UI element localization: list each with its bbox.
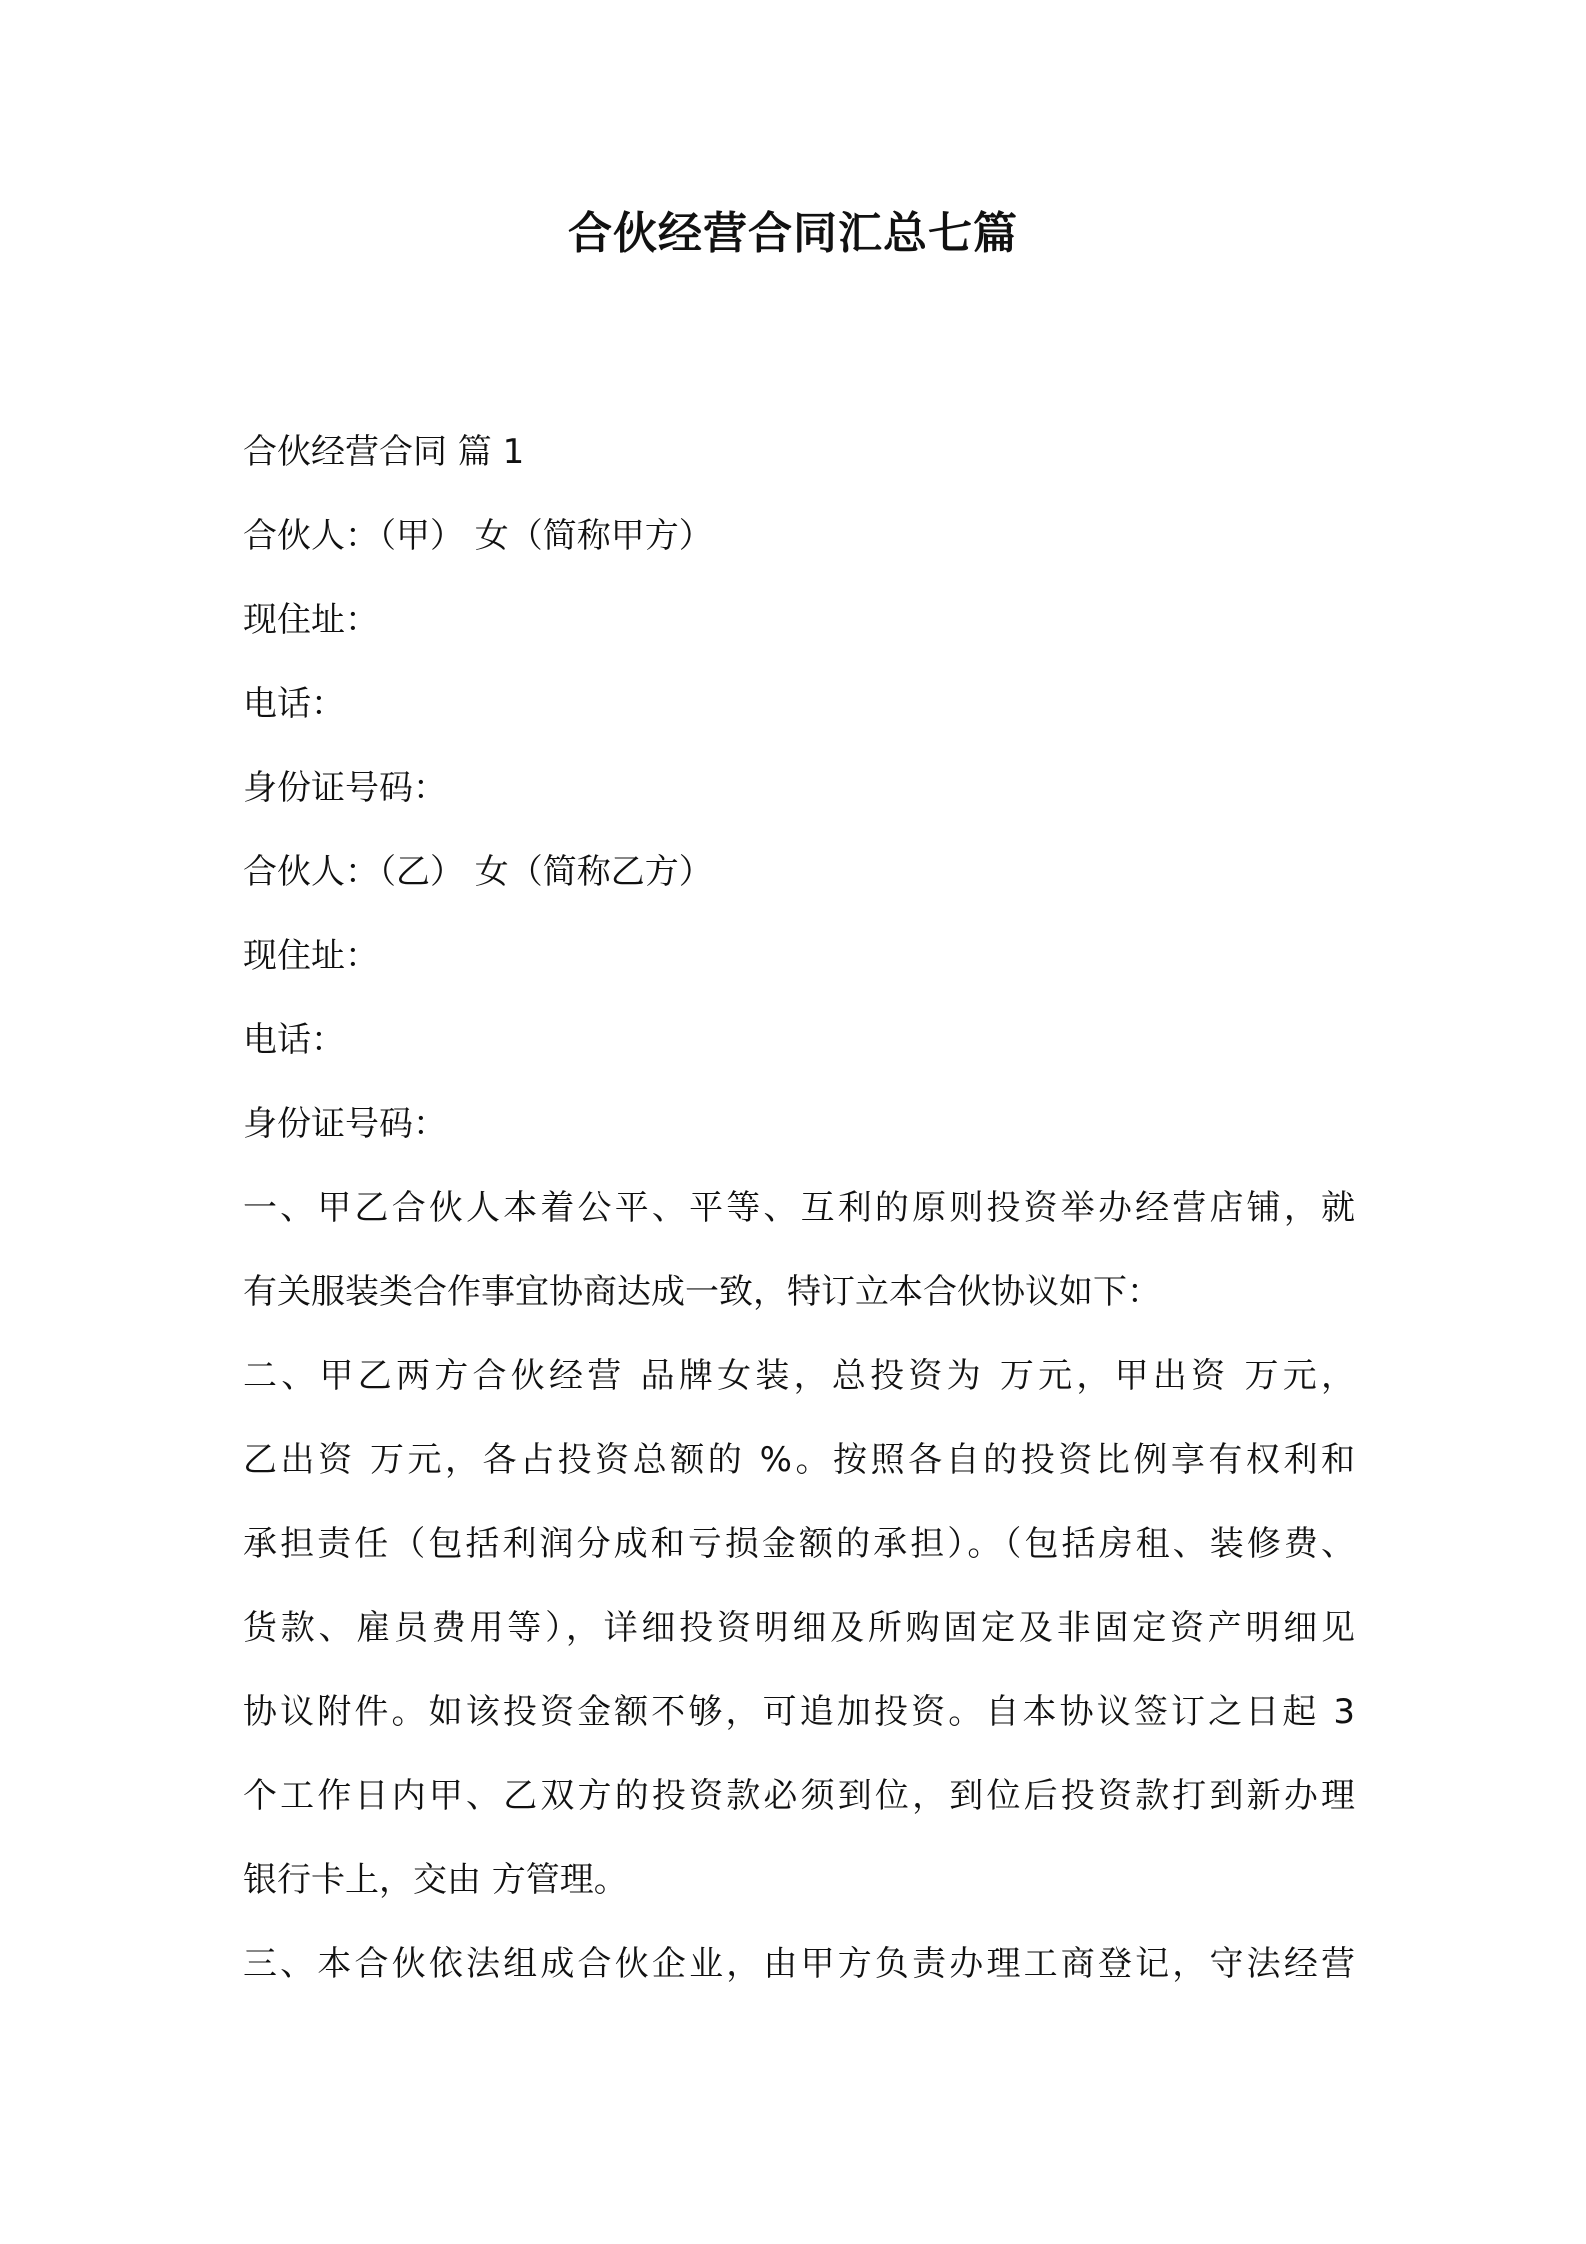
clause-2-line: 银行卡上，交由 方管理。 — [243, 1860, 628, 1900]
clause-2-line: 乙出资 万元，各占投资总额的 %。按照各自的投资比例享有权利和 — [243, 1440, 1355, 1480]
clause-2-line: 个工作日内甲、乙双方的投资款必须到位，到位后投资款打到新办理 — [243, 1776, 1355, 1816]
partner-b-line: 合伙人：（乙） 女（简称乙方） — [243, 852, 713, 892]
partner-b-address-label: 现住址： — [243, 936, 379, 976]
partner-b-id-label: 身份证号码： — [243, 1104, 447, 1144]
clause-2-line: 协议附件。如该投资金额不够，可追加投资。自本协议签订之日起 3 — [243, 1692, 1355, 1732]
clause-1-line: 有关服装类合作事宜协商达成一致，特订立本合伙协议如下： — [243, 1272, 1161, 1312]
section-heading: 合伙经营合同 篇 1 — [243, 432, 525, 472]
clause-1-line: 一、甲乙合伙人本着公平、平等、互利的原则投资举办经营店铺，就 — [243, 1188, 1355, 1228]
document-body — [243, 410, 1355, 2006]
partner-b-phone-label: 电话： — [243, 1020, 345, 1060]
clause-2-line: 货款、雇员费用等），详细投资明细及所购固定及非固定资产明细见 — [243, 1608, 1355, 1648]
partner-a-phone-label: 电话： — [243, 684, 345, 724]
clause-2-line: 承担责任（包括利润分成和亏损金额的承担）。（包括房租、装修费、 — [243, 1524, 1355, 1564]
partner-a-id-label: 身份证号码： — [243, 768, 447, 808]
document-title: 合伙经营合同汇总七篇 — [568, 208, 1018, 259]
partner-a-line: 合伙人：（甲） 女（简称甲方） — [243, 516, 713, 556]
clause-2-line: 二、甲乙两方合伙经营 品牌女装，总投资为 万元，甲出资 万元， — [243, 1356, 1355, 1396]
partner-a-address-label: 现住址： — [243, 600, 379, 640]
clause-3-line: 三、本合伙依法组成合伙企业，由甲方负责办理工商登记，守法经营 — [243, 1944, 1355, 1984]
